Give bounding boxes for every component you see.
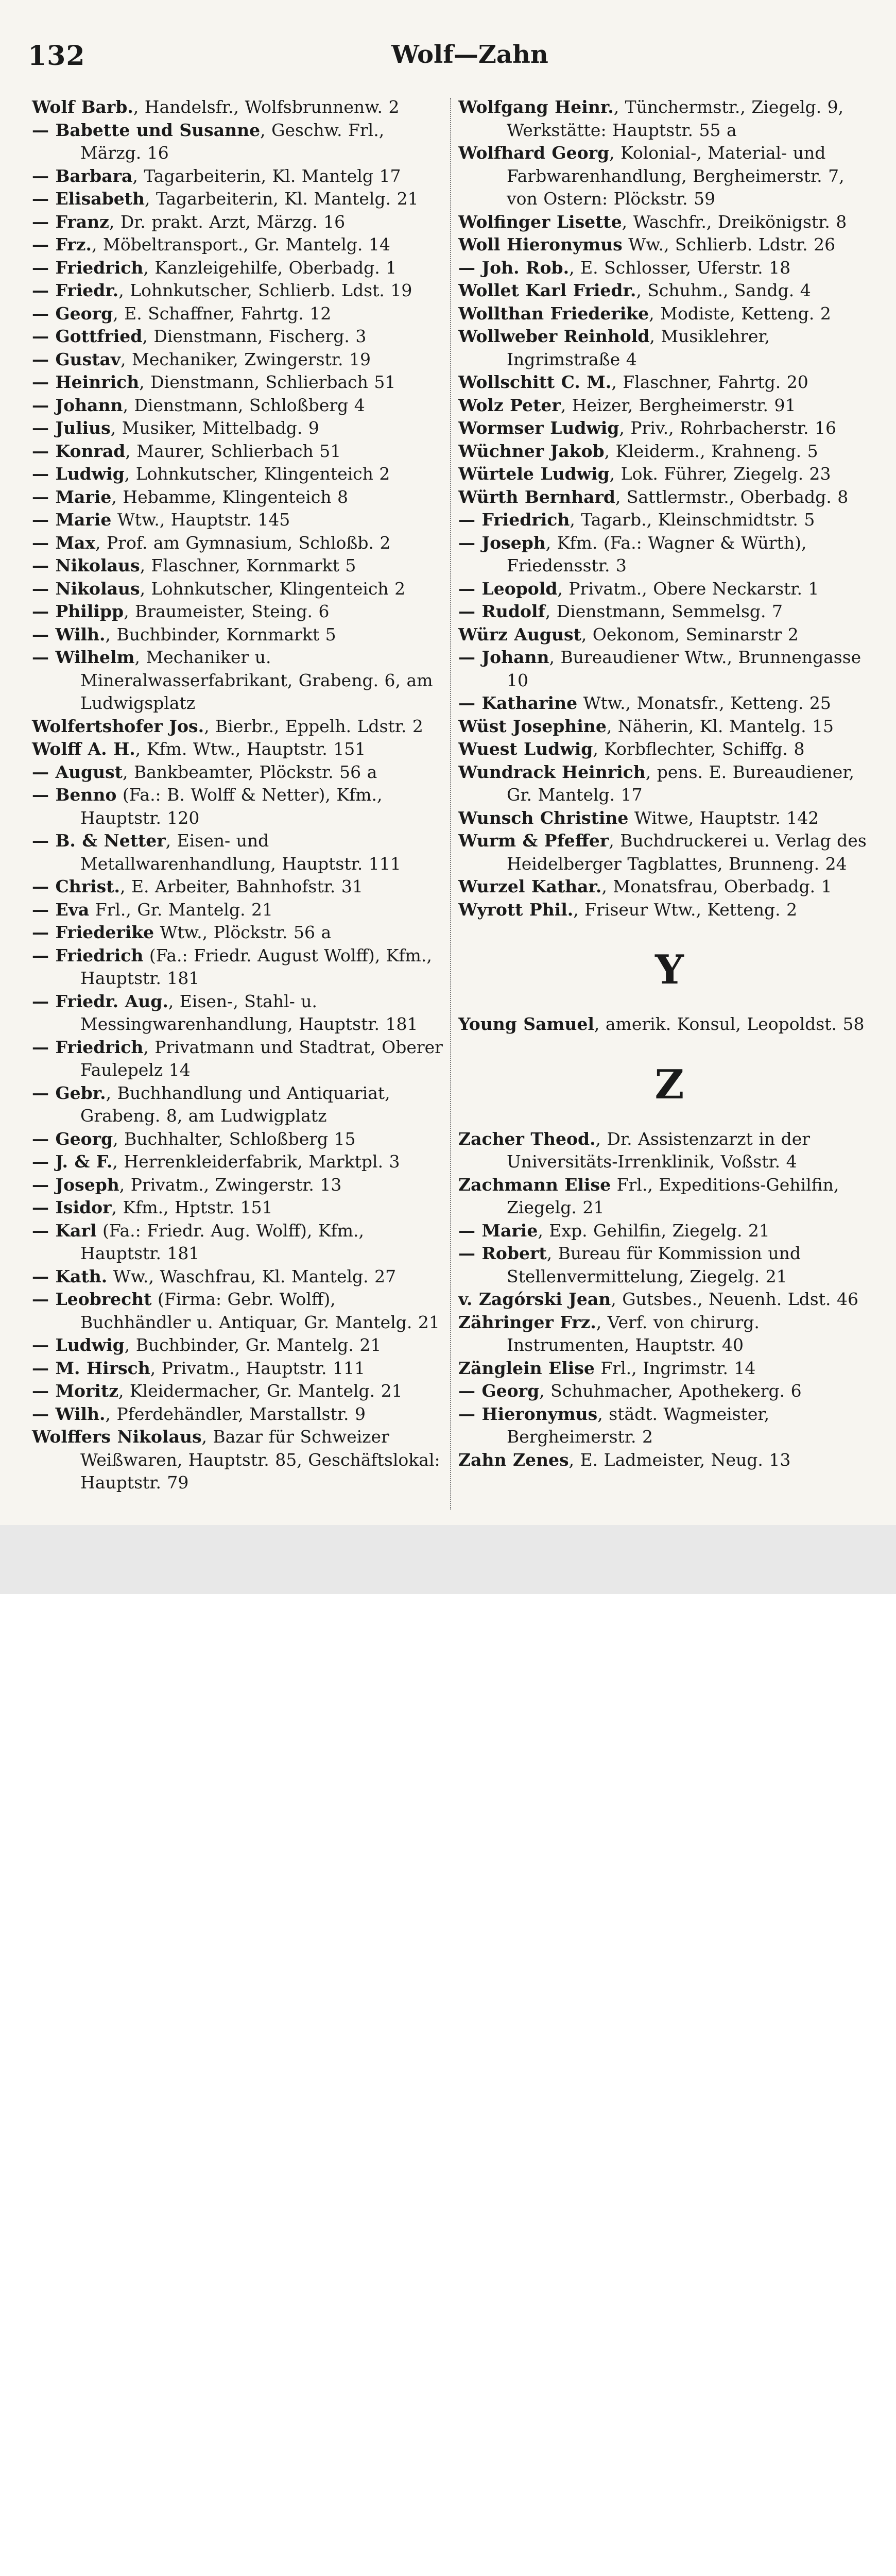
entry-name: — Friedr. Aug. bbox=[32, 991, 168, 1011]
directory-entry bbox=[458, 578, 881, 601]
entry-name: v. Zagórski Jean bbox=[458, 1289, 611, 1309]
entry-details: , Lohnkutscher, Schlierb. Ldst. 19 bbox=[118, 280, 412, 300]
entry-name: — Julius bbox=[32, 418, 111, 438]
entry-details: , Oekonom, Seminarstr 2 bbox=[581, 624, 799, 645]
entry-details: , städt. Wagmeister, Bergheimerstr. 2 bbox=[507, 1403, 770, 1447]
directory-entry bbox=[458, 233, 881, 257]
right-column-w-entries bbox=[458, 96, 881, 921]
directory-entry bbox=[458, 646, 881, 692]
entry-name: Zänglein Elise bbox=[458, 1358, 595, 1378]
entry-name: — Max bbox=[32, 532, 96, 553]
directory-entry bbox=[32, 646, 444, 715]
directory-entry bbox=[32, 279, 444, 302]
entry-name: Woll Hieronymus bbox=[458, 234, 623, 255]
entry-name: — M. Hirsch bbox=[32, 1358, 150, 1378]
entry-name: Würtele Ludwig bbox=[458, 464, 610, 484]
entry-name: — Isidor bbox=[32, 1197, 112, 1217]
directory-entry bbox=[32, 715, 444, 738]
entry-name: — Wilh. bbox=[32, 624, 106, 645]
directory-entry bbox=[458, 1288, 881, 1311]
entry-details: , Mechaniker, Zwingerstr. 19 bbox=[120, 349, 371, 369]
directory-entry bbox=[32, 1128, 444, 1151]
entry-details: , Bureaudiener Wtw., Brunnengasse 10 bbox=[507, 647, 861, 690]
directory-entry bbox=[458, 257, 881, 280]
column-divider bbox=[450, 98, 452, 1510]
directory-entry bbox=[32, 578, 444, 601]
entry-details: , Eisen- und Metallwarenhandlung, Hauptstr. 111 bbox=[80, 831, 401, 874]
entry-details: , Sattlermstr., Oberbadg. 8 bbox=[615, 486, 849, 507]
entry-details: , Kleiderm., Krahneng. 5 bbox=[604, 440, 818, 461]
entry-details: , Bierbr., Eppelh. Ldstr. 2 bbox=[204, 716, 423, 736]
entry-details: , Tagarbeiterin, Kl. Mantelg 17 bbox=[132, 165, 401, 186]
entry-name: — Marie bbox=[32, 510, 112, 530]
entry-details: , E. Schaffner, Fahrtg. 12 bbox=[113, 303, 332, 324]
entry-name: Wollschitt C. M. bbox=[458, 372, 612, 392]
entry-name: Wüchner Jakob bbox=[458, 440, 605, 461]
entry-name: — Friedrich bbox=[32, 945, 144, 965]
directory-entry bbox=[458, 486, 881, 509]
entry-details: (Fa.: Friedr. Aug. Wolff), Kfm., Hauptstr. 181 bbox=[80, 1220, 365, 1263]
entry-name: Wundrack Heinrich bbox=[458, 761, 646, 782]
directory-entry bbox=[458, 440, 881, 463]
entry-details: , Kolonial-, Material- und Farbwarenhandlung, Bergheimerstr. 7, von Ostern: Plöckstr. 59 bbox=[507, 143, 845, 209]
directory-entry bbox=[32, 371, 444, 394]
directory-entry bbox=[458, 96, 881, 142]
entry-details: Wtw., Hauptstr. 145 bbox=[111, 510, 290, 530]
directory-entry bbox=[458, 1013, 881, 1036]
entry-name: — Joseph bbox=[458, 532, 546, 553]
entry-name: — Leobrecht bbox=[32, 1289, 152, 1309]
directory-entry bbox=[458, 394, 881, 417]
entry-details: , Musiker, Mittelbadg. 9 bbox=[110, 418, 319, 438]
directory-entry bbox=[458, 211, 881, 234]
entry-details: , Lohnkutscher, Klingenteich 2 bbox=[124, 464, 390, 484]
entry-name: — B. & Netter bbox=[32, 831, 166, 851]
entry-details: , Flaschner, Kornmarkt 5 bbox=[140, 555, 356, 575]
entry-details: , E. Arbeiter, Bahnhofstr. 31 bbox=[119, 876, 363, 896]
directory-entry bbox=[458, 738, 881, 761]
directory-entry bbox=[32, 875, 444, 899]
entry-name: — Marie bbox=[32, 486, 112, 507]
footer-bar bbox=[0, 1525, 896, 1594]
entry-name: — Gebr. bbox=[32, 1082, 106, 1103]
directory-entry bbox=[32, 188, 444, 211]
entry-name: — Joh. Rob. bbox=[458, 257, 570, 278]
entry-name: — August bbox=[32, 761, 123, 782]
directory-entry bbox=[32, 96, 444, 119]
left-column bbox=[32, 96, 444, 1495]
entry-name: — Leopold bbox=[458, 578, 558, 599]
directory-entry bbox=[32, 325, 444, 348]
entry-name: Zacher Theod. bbox=[458, 1128, 596, 1149]
entry-details: , Kanzleigehilfe, Oberbadg. 1 bbox=[143, 257, 397, 278]
directory-entry bbox=[32, 440, 444, 463]
entry-details: , Privatm., Obere Neckarstr. 1 bbox=[557, 578, 819, 599]
entry-name: Wolffers Nikolaus bbox=[32, 1427, 202, 1447]
entry-name: — Gottfried bbox=[32, 326, 143, 346]
directory-entry bbox=[32, 944, 444, 990]
entry-details: , Lohnkutscher, Klingenteich 2 bbox=[140, 578, 406, 599]
entry-details: , Pferdehändler, Marstallstr. 9 bbox=[105, 1403, 366, 1424]
entry-name: — Kath. bbox=[32, 1266, 108, 1286]
directory-entry bbox=[32, 1426, 444, 1495]
entry-details: , Herrenkleiderfabrik, Marktpl. 3 bbox=[112, 1151, 400, 1172]
entry-details: , Privatm., Hauptstr. 111 bbox=[150, 1358, 366, 1378]
directory-entry bbox=[458, 1242, 881, 1288]
entry-details: , amerik. Konsul, Leopoldst. 58 bbox=[594, 1014, 865, 1034]
directory-entry bbox=[32, 1357, 444, 1380]
entry-details: (Fa.: B. Wolff & Netter), Kfm., Hauptstr. 120 bbox=[80, 785, 383, 828]
entry-details: Frl., Ingrimstr. 14 bbox=[594, 1358, 756, 1378]
entry-details: , Näherin, Kl. Mantelg. 15 bbox=[606, 716, 834, 736]
entry-name: Wolff A. H. bbox=[32, 739, 135, 759]
section-z-entries bbox=[458, 1128, 881, 1472]
entry-details: , Kleidermacher, Gr. Mantelg. 21 bbox=[118, 1381, 403, 1401]
entry-details: , Handelsfr., Wolfsbrunnenw. 2 bbox=[133, 97, 400, 117]
entry-name: — Nikolaus bbox=[32, 578, 140, 599]
directory-entry bbox=[458, 1357, 881, 1380]
entry-details: Wtw., Plöckstr. 56 a bbox=[154, 922, 332, 942]
entry-details: , Geschw. Frl., Märzg. 16 bbox=[80, 120, 385, 163]
entry-name: — Babette und Susanne bbox=[32, 120, 261, 140]
directory-entry bbox=[32, 1174, 444, 1197]
entry-details: , Buchdruckerei u. Verlag des Heidelberger Tagblattes, Brunneng. 24 bbox=[507, 831, 867, 874]
entry-name: — Heinrich bbox=[32, 372, 140, 392]
entry-details: , Korbflechter, Schiffg. 8 bbox=[593, 739, 805, 759]
entry-details: , Tagarb., Kleinschmidtstr. 5 bbox=[570, 510, 815, 530]
entry-name: — Moritz bbox=[32, 1381, 118, 1401]
entry-details: , Privatmann und Stadtrat, Oberer Faulepelz 14 bbox=[80, 1037, 443, 1080]
directory-entry bbox=[458, 1174, 881, 1219]
entry-name: Wollet Karl Friedr. bbox=[458, 280, 636, 300]
entry-details: , Prof. am Gymnasium, Schloßb. 2 bbox=[95, 532, 391, 553]
directory-entry bbox=[32, 1036, 444, 1082]
directory-entry bbox=[32, 394, 444, 417]
entry-name: — Wilh. bbox=[32, 1403, 106, 1424]
directory-entry bbox=[458, 715, 881, 738]
entry-details: Frl., Gr. Mantelg. 21 bbox=[89, 899, 273, 920]
directory-entry bbox=[32, 165, 444, 188]
entry-details: , Hebamme, Klingenteich 8 bbox=[111, 486, 348, 507]
entry-name: — Nikolaus bbox=[32, 555, 140, 575]
directory-entry bbox=[458, 829, 881, 875]
entry-details: , Privatm., Zwingerstr. 13 bbox=[119, 1174, 342, 1195]
entry-details: , Möbeltransport., Gr. Mantelg. 14 bbox=[91, 234, 390, 255]
directory-entry bbox=[32, 463, 444, 486]
directory-entry bbox=[32, 1403, 444, 1426]
directory-entry bbox=[32, 623, 444, 647]
entry-details: , Bazar für Schweizer Weißwaren, Hauptstr. 85, Geschäftslokal: Hauptstr. 79 bbox=[80, 1427, 440, 1493]
entry-name: — Konrad bbox=[32, 440, 126, 461]
entry-name: — Barbara bbox=[32, 165, 133, 186]
directory-entry bbox=[458, 1219, 881, 1243]
entry-details: , Buchbinder, Kornmarkt 5 bbox=[105, 624, 336, 645]
entry-details: , Verf. von chirurg. Instrumenten, Hauptstr. 40 bbox=[507, 1312, 760, 1355]
directory-entry bbox=[32, 1334, 444, 1357]
entry-name: — Marie bbox=[458, 1220, 538, 1241]
directory-entry bbox=[458, 1311, 881, 1357]
entry-details: , Kfm. Wtw., Hauptstr. 151 bbox=[135, 739, 366, 759]
directory-entry bbox=[32, 302, 444, 326]
entry-name: Wolfgang Heinr. bbox=[458, 97, 614, 117]
entry-name: Wurzel Kathar. bbox=[458, 876, 602, 896]
entry-details: Witwe, Hauptstr. 142 bbox=[628, 807, 819, 828]
entry-details: , Buchhandlung und Antiquariat, Grabeng. 8, am Ludwigplatz bbox=[80, 1082, 390, 1126]
directory-entry bbox=[458, 623, 881, 647]
directory-entry bbox=[32, 1219, 444, 1265]
directory-entry bbox=[32, 990, 444, 1036]
directory-entry bbox=[458, 371, 881, 394]
directory-entry bbox=[458, 807, 881, 830]
directory-entry bbox=[32, 119, 444, 165]
directory-entry bbox=[458, 875, 881, 899]
directory-entry bbox=[458, 1403, 881, 1449]
entry-name: — Elisabeth bbox=[32, 189, 145, 209]
entry-name: — Friedrich bbox=[458, 510, 570, 530]
entry-name: Würz August bbox=[458, 624, 581, 645]
entry-name: — Joseph bbox=[32, 1174, 119, 1195]
entry-details: , Maurer, Schlierbach 51 bbox=[125, 440, 341, 461]
entry-name: — Benno bbox=[32, 785, 117, 805]
section-y-entries bbox=[458, 1013, 881, 1036]
entry-details: , Dienstmann, Semmelsg. 7 bbox=[545, 601, 783, 621]
entry-details: , Heizer, Bergheimerstr. 91 bbox=[560, 395, 796, 415]
entry-name: — Katharine bbox=[458, 693, 578, 713]
entry-details: , Schuhmacher, Apothekerg. 6 bbox=[539, 1381, 802, 1401]
entry-details: , Braumeister, Steing. 6 bbox=[124, 601, 330, 621]
directory-entry bbox=[458, 1449, 881, 1472]
entry-name: — Robert bbox=[458, 1243, 547, 1263]
entry-details: , Buchbinder, Gr. Mantelg. 21 bbox=[124, 1335, 382, 1355]
entry-name: Wüst Josephine bbox=[458, 716, 607, 736]
entry-details: Ww., Waschfrau, Kl. Mantelg. 27 bbox=[107, 1266, 397, 1286]
directory-entry bbox=[32, 257, 444, 280]
directory-entry bbox=[32, 921, 444, 944]
directory-entry bbox=[32, 784, 444, 829]
running-head: Wolf—Zahn bbox=[391, 40, 548, 69]
directory-entry bbox=[32, 899, 444, 922]
directory-entry bbox=[32, 600, 444, 623]
directory-entry bbox=[32, 738, 444, 761]
entry-name: — Friedr. bbox=[32, 280, 119, 300]
directory-entry bbox=[32, 417, 444, 440]
directory-entry bbox=[32, 1288, 444, 1334]
directory-entry bbox=[32, 1150, 444, 1174]
entry-details: Wtw., Monatsfr., Ketteng. 25 bbox=[577, 693, 831, 713]
directory-entry bbox=[458, 279, 881, 302]
entry-details: , Dr. Assistenzarzt in der Universitäts-Irrenklinik, Voßstr. 4 bbox=[507, 1128, 811, 1172]
entry-name: — Friedrich bbox=[32, 1037, 144, 1057]
entry-name: — Hieronymus bbox=[458, 1403, 598, 1424]
entry-details: , Dienstmann, Schlierbach 51 bbox=[139, 372, 396, 392]
directory-entry bbox=[32, 829, 444, 875]
directory-entry bbox=[32, 509, 444, 532]
directory-entry bbox=[458, 1380, 881, 1403]
entry-name: — Georg bbox=[458, 1381, 540, 1401]
entry-details: , Tagarbeiterin, Kl. Mantelg. 21 bbox=[144, 189, 419, 209]
entry-name: — Johann bbox=[32, 395, 123, 415]
entry-name: — Georg bbox=[32, 303, 113, 324]
entry-name: — Friedrich bbox=[32, 257, 144, 278]
directory-entry bbox=[458, 142, 881, 211]
entry-details: Ww., Schlierb. Ldstr. 26 bbox=[622, 234, 836, 255]
directory-entry bbox=[32, 1265, 444, 1289]
entry-name: Wyrott Phil. bbox=[458, 899, 574, 920]
entry-details: Frl., Expeditions-Gehilfin, Ziegelg. 21 bbox=[507, 1174, 839, 1217]
right-column bbox=[458, 96, 881, 1471]
directory-entry bbox=[32, 1196, 444, 1219]
entry-name: — Gustav bbox=[32, 349, 121, 369]
entry-name: Wolfertshofer Jos. bbox=[32, 716, 204, 736]
page-number: 132 bbox=[28, 40, 85, 72]
entry-details: , Eisen-, Stahl- u. Messingwarenhandlung, Hauptstr. 181 bbox=[80, 991, 418, 1034]
entry-name: Wolfinger Lisette bbox=[458, 211, 622, 232]
directory-entry bbox=[32, 233, 444, 257]
directory-entry bbox=[458, 899, 881, 922]
entry-details: , Dr. prakt. Arzt, Märzg. 16 bbox=[109, 211, 346, 232]
entry-name: — Christ. bbox=[32, 876, 120, 896]
entry-name: — Frz. bbox=[32, 234, 92, 255]
entry-details: , E. Schlosser, Uferstr. 18 bbox=[569, 257, 791, 278]
entry-details: , Kfm., Hptstr. 151 bbox=[111, 1197, 273, 1217]
entry-name: Würth Bernhard bbox=[458, 486, 615, 507]
entry-details: , Gutsbes., Neuenh. Ldst. 46 bbox=[611, 1289, 858, 1309]
directory-entry bbox=[32, 1380, 444, 1403]
entry-details: , Monatsfrau, Oberbadg. 1 bbox=[601, 876, 832, 896]
directory-entry bbox=[458, 1128, 881, 1174]
entry-name: — Friederike bbox=[32, 922, 154, 942]
directory-entry bbox=[32, 486, 444, 509]
entry-details: , Dienstmann, Schloßberg 4 bbox=[123, 395, 365, 415]
directory-entry bbox=[458, 417, 881, 440]
section-letter-y: Y bbox=[655, 946, 684, 993]
directory-entry bbox=[458, 509, 881, 532]
entry-details: (Fa.: Friedr. August Wolff), Kfm., Hauptstr. 181 bbox=[80, 945, 432, 988]
directory-entry bbox=[32, 1082, 444, 1128]
entry-details: , Mechaniker u. Mineralwasserfabrikant, Grabeng. 6, am Ludwigsplatz bbox=[80, 647, 433, 713]
entry-name: Wollweber Reinhold bbox=[458, 326, 650, 346]
entry-details: (Firma: Gebr. Wolff), Buchhändler u. Antiquar, Gr. Mantelg. 21 bbox=[80, 1289, 440, 1332]
directory-entry bbox=[458, 463, 881, 486]
directory-entry bbox=[32, 348, 444, 371]
entry-details: , Bureau für Kommission und Stellenvermittelung, Ziegelg. 21 bbox=[507, 1243, 801, 1286]
entry-details: , Modiste, Ketteng. 2 bbox=[649, 303, 831, 324]
entry-name: Zachmann Elise bbox=[458, 1174, 611, 1195]
entry-name: Zähringer Frz. bbox=[458, 1312, 596, 1332]
directory-entry bbox=[458, 600, 881, 623]
entry-details: , Exp. Gehilfin, Ziegelg. 21 bbox=[538, 1220, 770, 1241]
entry-name: — Franz bbox=[32, 211, 109, 232]
directory-entry bbox=[32, 211, 444, 234]
entry-name: Zahn Zenes bbox=[458, 1449, 569, 1470]
entry-name: — J. & F. bbox=[32, 1151, 113, 1172]
entry-name: Young Samuel bbox=[458, 1014, 594, 1034]
entry-name: — Rudolf bbox=[458, 601, 545, 621]
entry-details: , pens. E. Bureaudiener, Gr. Mantelg. 17 bbox=[507, 761, 854, 805]
entry-name: — Karl bbox=[32, 1220, 97, 1241]
entry-details: , Schuhm., Sandg. 4 bbox=[636, 280, 811, 300]
entry-name: Wolz Peter bbox=[458, 395, 561, 415]
entry-name: Wurm & Pfeffer bbox=[458, 831, 609, 851]
directory-entry bbox=[32, 532, 444, 555]
entry-details: , Tünchermstr., Ziegelg. 9, Werkstätte: Hauptstr. 55 a bbox=[507, 97, 844, 140]
entry-name: — Johann bbox=[458, 647, 549, 667]
entry-name: Wollthan Friederike bbox=[458, 303, 649, 324]
entry-details: , Dienstmann, Fischerg. 3 bbox=[142, 326, 367, 346]
entry-details: , Friseur Wtw., Ketteng. 2 bbox=[573, 899, 798, 920]
entry-details: , Buchhalter, Schloßberg 15 bbox=[113, 1128, 356, 1149]
directory-entry bbox=[458, 761, 881, 807]
entry-name: — Eva bbox=[32, 899, 90, 920]
entry-name: Wunsch Christine bbox=[458, 807, 629, 828]
entry-name: Wolf Barb. bbox=[32, 97, 133, 117]
directory-entry bbox=[458, 532, 881, 578]
entry-name: Wuest Ludwig bbox=[458, 739, 593, 759]
entry-details: , Flaschner, Fahrtg. 20 bbox=[611, 372, 808, 392]
directory-entry bbox=[458, 302, 881, 326]
directory-entry bbox=[32, 761, 444, 784]
directory-entry bbox=[32, 554, 444, 578]
entry-details: , Kfm. (Fa.: Wagner & Würth), Friedensstr. 3 bbox=[507, 532, 807, 575]
entry-details: , E. Ladmeister, Neug. 13 bbox=[568, 1449, 791, 1470]
entry-name: — Wilhelm bbox=[32, 647, 135, 667]
directory-entry bbox=[458, 325, 881, 371]
directory-entry bbox=[458, 692, 881, 715]
entry-details: , Bankbeamter, Plöckstr. 56 a bbox=[122, 761, 377, 782]
section-letter-z: Z bbox=[654, 1061, 684, 1108]
entry-details: , Lok. Führer, Ziegelg. 23 bbox=[609, 464, 831, 484]
entry-name: — Georg bbox=[32, 1128, 113, 1149]
entry-name: — Ludwig bbox=[32, 464, 125, 484]
entry-name: — Philipp bbox=[32, 601, 124, 621]
entry-details: , Musiklehrer, Ingrimstraße 4 bbox=[507, 326, 770, 369]
entry-name: — Ludwig bbox=[32, 1335, 125, 1355]
entry-details: , Priv., Rohrbacherstr. 16 bbox=[619, 418, 837, 438]
entry-name: Wolfhard Georg bbox=[458, 143, 610, 163]
entry-name: Wormser Ludwig bbox=[458, 418, 619, 438]
entry-details: , Waschfr., Dreikönigstr. 8 bbox=[622, 211, 847, 232]
